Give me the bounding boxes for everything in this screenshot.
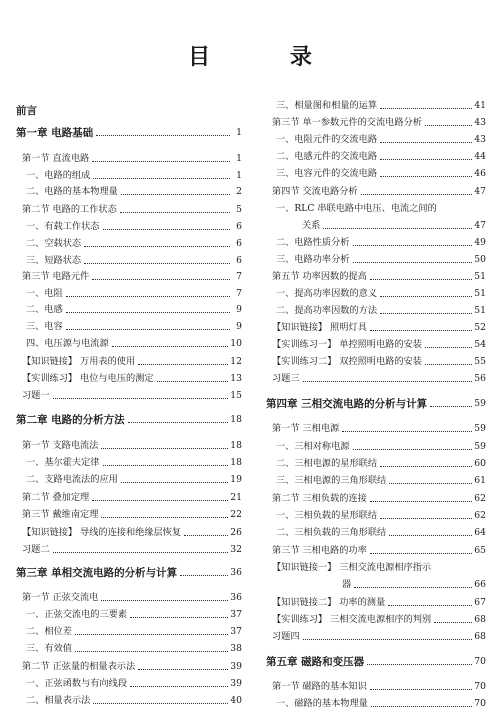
toc-entry-title: 习题四 — [272, 631, 300, 642]
toc-entry-title: 二、三相负载的三角形联结 — [276, 527, 387, 538]
toc-entry — [16, 592, 242, 604]
toc-entry-title: 二、相量表示法 — [26, 695, 91, 706]
leader-dots — [380, 466, 472, 467]
leader-dots — [389, 535, 472, 536]
toc-entry — [16, 678, 242, 690]
leader-dots — [103, 465, 229, 466]
leader-dots — [303, 381, 473, 382]
toc-entry — [266, 458, 486, 470]
toc-entry — [266, 305, 486, 317]
leader-dots — [425, 364, 472, 365]
toc-entry-page: 40 — [230, 695, 242, 706]
leader-dots — [425, 125, 472, 126]
leader-dots — [353, 245, 473, 246]
toc-entry-page: 6 — [236, 238, 242, 249]
toc-entry-title: 一、基尔霍夫定律 — [26, 457, 100, 468]
toc-entry-page: 38 — [230, 643, 242, 654]
toc-entry — [266, 597, 486, 609]
toc-entry — [16, 390, 242, 402]
toc-entry-page: 15 — [230, 390, 242, 401]
toc-entry-title: 第一节 直流电路 — [22, 153, 90, 164]
toc-entry — [266, 373, 486, 385]
toc-entry — [266, 681, 486, 693]
leader-dots — [103, 229, 231, 230]
leader-dots — [380, 296, 472, 297]
toc-entry — [16, 626, 242, 638]
leader-dots — [361, 194, 473, 195]
toc-entry-page: 6 — [236, 221, 242, 232]
toc-entry-page: 36 — [230, 592, 242, 603]
toc-entry-title: 第二节 三相负载的连接 — [272, 493, 367, 504]
toc-entry-title: 一、提高功率因数的意义 — [276, 288, 378, 299]
toc-entry — [266, 510, 486, 522]
toc-entry-page: 7 — [236, 271, 242, 282]
toc-entry — [266, 339, 486, 351]
toc-entry-title: 习题三 — [272, 373, 300, 384]
toc-entry-page: 59 — [474, 423, 486, 434]
toc-entry-title: 【知识链接二】 功率的测量 — [272, 597, 386, 608]
toc-entry-page: 5 — [236, 204, 242, 215]
leader-dots — [93, 703, 228, 704]
toc-entry-title: 二、电感 — [26, 304, 63, 315]
toc-entry — [266, 656, 486, 668]
toc-entry-title: 第四节 交流电路分析 — [272, 186, 358, 197]
toc-entry — [16, 271, 242, 283]
toc-entry-title: 三、三相电源的三角形联结 — [276, 475, 387, 486]
toc-entry — [16, 356, 242, 368]
toc-entry-title: 习题二 — [22, 544, 50, 555]
toc-entry — [16, 492, 242, 504]
leader-dots — [370, 279, 473, 280]
toc-entry — [266, 271, 486, 283]
leader-dots — [121, 194, 230, 195]
toc-entry — [266, 220, 486, 232]
leader-dots — [370, 553, 473, 554]
leader-dots — [93, 178, 230, 179]
toc-entry-page: 59 — [474, 441, 486, 452]
toc-entry — [266, 441, 486, 453]
toc-entry-page: 60 — [474, 458, 486, 469]
toc-entry-title: 第三节 单一参数元件的交流电路分析 — [272, 117, 422, 128]
toc-entry-title: 第三节 电路元件 — [22, 271, 90, 282]
toc-entry-page: 32 — [230, 544, 242, 555]
toc-entry — [266, 237, 486, 249]
toc-entry-title: 一、有载工作状态 — [26, 221, 100, 232]
leader-dots — [380, 313, 472, 314]
toc-entry-title: 习题一 — [22, 390, 50, 401]
toc-entry-page: 62 — [474, 493, 486, 504]
toc-entry-title: 一、电路的组成 — [26, 170, 91, 181]
toc-entry-page: 1 — [236, 127, 242, 138]
toc-entry-title: 二、电路性质分析 — [276, 237, 350, 248]
toc-entry — [266, 562, 486, 574]
toc-entry — [266, 527, 486, 539]
toc-entry-title: 二、提高功率因数的方法 — [276, 305, 378, 316]
toc-entry-title: 二、支路电流法的应用 — [26, 474, 118, 485]
toc-entry-page: 68 — [474, 631, 486, 642]
leader-dots — [84, 263, 230, 264]
toc-entry — [16, 105, 242, 117]
toc-entry-page: 56 — [474, 373, 486, 384]
toc-entry-page: 21 — [230, 492, 242, 503]
toc-entry-page: 62 — [474, 510, 486, 521]
leader-dots — [66, 296, 230, 297]
toc-entry — [16, 338, 242, 350]
toc-entry — [266, 322, 486, 334]
leader-dots — [354, 587, 472, 588]
toc-entry-page: 50 — [474, 254, 486, 265]
toc-entry — [266, 545, 486, 557]
leader-dots — [101, 517, 228, 518]
toc-entry — [266, 151, 486, 163]
toc-entry — [266, 168, 486, 180]
toc-entry — [16, 544, 242, 556]
toc-entry-title: 三、电容 — [26, 321, 63, 332]
toc-entry-title: 三、有效值 — [26, 643, 72, 654]
toc-entry — [16, 474, 242, 486]
toc-entry-title: 三、短路状态 — [26, 255, 82, 266]
toc-entry — [16, 221, 242, 233]
toc-entry-page: 9 — [236, 321, 242, 332]
toc-entry-title: 器 — [342, 579, 352, 590]
leader-dots — [434, 622, 472, 623]
toc-entry-title: 第三节 戴维南定理 — [22, 509, 99, 520]
toc-entry-page: 36 — [230, 567, 242, 578]
toc-entry — [266, 186, 486, 198]
toc-entry-page: 19 — [230, 474, 242, 485]
toc-entry — [16, 567, 242, 579]
toc-entry-page: 1 — [236, 153, 242, 164]
toc-entry — [266, 254, 486, 266]
toc-entry — [16, 609, 242, 621]
toc-entry — [16, 661, 242, 673]
toc-entry — [16, 255, 242, 267]
leader-dots — [92, 161, 230, 162]
toc-entry — [16, 304, 242, 316]
toc-entry-page: 39 — [230, 678, 242, 689]
toc-entry-page: 26 — [230, 527, 242, 538]
leader-dots — [184, 535, 228, 536]
toc-entry-title: 前言 — [16, 105, 37, 117]
toc-entry — [16, 509, 242, 521]
toc-entry-title: 第四章 三相交流电路的分析与计算 — [266, 398, 428, 410]
leader-dots — [138, 669, 228, 670]
toc-entry-title: 一、磁路的基本物理量 — [276, 698, 368, 709]
toc-entry — [16, 695, 242, 707]
toc-entry-page: 6 — [236, 255, 242, 266]
toc-entry-title: 一、RLC 串联电路中电压、电流之间的 — [276, 203, 437, 214]
toc-entry — [266, 203, 486, 215]
toc-entry-title: 一、正弦交流电的三要素 — [26, 609, 128, 620]
toc-entry-page: 66 — [474, 579, 486, 590]
toc-entry-page: 51 — [474, 288, 486, 299]
toc-entry-page: 70 — [474, 681, 486, 692]
toc-entry — [266, 698, 486, 710]
toc-entry-title: 第三节 三相电路的功率 — [272, 545, 367, 556]
toc-entry — [16, 204, 242, 216]
toc-entry-page: 52 — [474, 322, 486, 333]
toc-entry-title: 【知识链接】 万用表的使用 — [22, 356, 136, 367]
leader-dots — [180, 575, 228, 576]
toc-entry-page: 70 — [474, 656, 486, 667]
toc-entry-title: 二、电感元件的交流电路 — [276, 151, 378, 162]
toc-entry-title: 【实训练习一】 单控照明电路的安装 — [272, 339, 422, 350]
toc-entry — [16, 127, 242, 139]
toc-entry-page: 51 — [474, 305, 486, 316]
toc-entry-page: 46 — [474, 168, 486, 179]
toc-entry-page: 70 — [474, 698, 486, 709]
toc-entry-title: 第三章 单相交流电路的分析与计算 — [16, 567, 178, 579]
toc-entry-title: 二、相位差 — [26, 626, 72, 637]
toc-entry-page: 61 — [474, 475, 486, 486]
leader-dots — [75, 651, 228, 652]
leader-dots — [380, 108, 472, 109]
toc-entry — [16, 440, 242, 452]
toc-entry-title: 第一章 电路基础 — [16, 127, 94, 139]
toc-entry — [266, 614, 486, 626]
leader-dots — [342, 431, 472, 432]
toc-entry-title: 【知识链接一】 三相交流电源相序指示 — [272, 562, 432, 573]
toc-entry — [16, 288, 242, 300]
leader-dots — [380, 176, 472, 177]
leader-dots — [92, 500, 228, 501]
leader-dots — [380, 142, 472, 143]
toc-entry-title: 一、电阻 — [26, 288, 63, 299]
toc-entry-page: 55 — [474, 356, 486, 367]
toc-entry — [266, 288, 486, 300]
toc-entry-page: 22 — [230, 509, 242, 520]
toc-entry — [16, 238, 242, 250]
toc-entry-title: 【实训练习】 三相交流电源相序的判别 — [272, 614, 432, 625]
toc-entry-page: 43 — [474, 134, 486, 145]
leader-dots — [121, 482, 228, 483]
toc-entry-title: 第二节 叠加定理 — [22, 492, 90, 503]
toc-entry-title: 【知识链接】 导线的连接和绝缘层恢复 — [22, 527, 182, 538]
toc-entry-title: 第二章 电路的分析方法 — [16, 414, 125, 426]
leader-dots — [323, 228, 472, 229]
toc-entry-page: 41 — [474, 100, 486, 111]
toc-entry — [266, 100, 486, 112]
toc-entry-title: 一、三相对称电源 — [276, 441, 350, 452]
toc-entry-page: 9 — [236, 304, 242, 315]
toc-entry-page: 39 — [230, 661, 242, 672]
toc-entry-title: 第一节 三相电源 — [272, 423, 340, 434]
toc-entry-page: 49 — [474, 237, 486, 248]
leader-dots — [92, 279, 230, 280]
leader-dots — [353, 449, 473, 450]
leader-dots — [425, 347, 472, 348]
toc-entry-page: 44 — [474, 151, 486, 162]
toc-entry-page: 10 — [230, 338, 242, 349]
toc-entry-title: 第二节 电路的工作状态 — [22, 204, 117, 215]
toc-entry-title: 一、电阻元件的交流电路 — [276, 134, 378, 145]
leader-dots — [430, 406, 472, 407]
toc-entry-title: 第一节 磁路的基本知识 — [272, 681, 367, 692]
leader-dots — [120, 212, 230, 213]
toc-entry — [16, 643, 242, 655]
toc-entry-page: 65 — [474, 545, 486, 556]
leader-dots — [138, 364, 228, 365]
toc-entry-title: 四、电压源与电流源 — [26, 338, 109, 349]
leader-dots — [303, 639, 473, 640]
toc-entry — [16, 153, 242, 165]
leader-dots — [96, 135, 230, 136]
leader-dots — [75, 634, 228, 635]
toc-entry-title: 【知识链接】 照明灯具 — [272, 322, 367, 333]
toc-entry-title: 二、三相电源的星形联结 — [276, 458, 378, 469]
toc-entry — [16, 186, 242, 198]
leader-dots — [370, 689, 473, 690]
leader-dots — [370, 330, 473, 331]
toc-entry — [266, 579, 486, 591]
leader-dots — [101, 600, 228, 601]
toc-entry — [266, 398, 486, 410]
toc-entry-page: 47 — [474, 186, 486, 197]
toc-entry-page: 54 — [474, 339, 486, 350]
toc-entry-title: 一、正弦函数与有向线段 — [26, 678, 128, 689]
toc-entry — [266, 134, 486, 146]
toc-entry-page: 51 — [474, 271, 486, 282]
leader-dots — [353, 262, 473, 263]
leader-dots — [66, 329, 230, 330]
toc-entry-title: 关系 — [302, 220, 321, 231]
toc-entry — [266, 493, 486, 505]
toc-entry — [266, 356, 486, 368]
toc-entry-title: 第一节 支路电流法 — [22, 440, 99, 451]
page-title: 目 录 — [188, 45, 348, 70]
leader-dots — [112, 346, 229, 347]
toc-entry — [266, 117, 486, 129]
leader-dots — [380, 159, 472, 160]
toc-entry-title: 二、电路的基本物理量 — [26, 186, 118, 197]
toc-entry-page: 1 — [236, 170, 242, 181]
toc-entry — [16, 170, 242, 182]
toc-entry — [266, 631, 486, 643]
leader-dots — [130, 617, 228, 618]
leader-dots — [380, 518, 472, 519]
toc-entry — [266, 423, 486, 435]
toc-entry-title: 三、电路功率分析 — [276, 254, 350, 265]
toc-entry-page: 67 — [474, 597, 486, 608]
toc-entry — [266, 475, 486, 487]
toc-entry — [16, 457, 242, 469]
leader-dots — [157, 381, 229, 382]
toc-entry-title: 第五章 磁路和变压器 — [266, 656, 365, 668]
toc-entry — [16, 414, 242, 426]
toc-entry-page: 43 — [474, 117, 486, 128]
toc-entry-page: 18 — [230, 440, 242, 451]
leader-dots — [84, 246, 230, 247]
toc-entry-page: 7 — [236, 288, 242, 299]
toc-entry-page: 68 — [474, 614, 486, 625]
toc-entry-page: 47 — [474, 220, 486, 231]
toc-entry-title: 【实训练习】 电位与电压的测定 — [22, 373, 154, 384]
leader-dots — [53, 552, 229, 553]
toc-entry-title: 二、空载状态 — [26, 238, 82, 249]
leader-dots — [53, 398, 229, 399]
leader-dots — [128, 422, 229, 423]
toc-entry-page: 13 — [230, 373, 242, 384]
toc-entry-page: 2 — [236, 186, 242, 197]
leader-dots — [388, 605, 472, 606]
toc-entry-page: 12 — [230, 356, 242, 367]
toc-entry-page: 59 — [474, 398, 486, 409]
toc-entry-page: 64 — [474, 527, 486, 538]
toc-entry-page: 37 — [230, 609, 242, 620]
toc-entry-title: 第一节 正弦交流电 — [22, 592, 99, 603]
leader-dots — [130, 686, 228, 687]
toc-entry-title: 三、相量图和相量的运算 — [276, 100, 378, 111]
leader-dots — [370, 501, 473, 502]
toc-entry-title: 第五节 功率因数的提高 — [272, 271, 367, 282]
toc-entry-title: 三、电容元件的交流电路 — [276, 168, 378, 179]
toc-entry-title: 第二节 正弦量的相量表示法 — [22, 661, 136, 672]
toc-entry — [16, 321, 242, 333]
toc-entry-page: 18 — [230, 414, 242, 425]
toc-entry-page: 18 — [230, 457, 242, 468]
leader-dots — [371, 706, 472, 707]
toc-entry-page: 37 — [230, 626, 242, 637]
leader-dots — [66, 312, 230, 313]
leader-dots — [389, 483, 472, 484]
toc-entry — [16, 527, 242, 539]
toc-entry — [16, 373, 242, 385]
toc-entry-title: 一、三相负载的星形联结 — [276, 510, 378, 521]
leader-dots — [367, 664, 472, 665]
toc-entry-title: 【实训练习二】 双控照明电路的安装 — [272, 356, 422, 367]
leader-dots — [101, 448, 228, 449]
